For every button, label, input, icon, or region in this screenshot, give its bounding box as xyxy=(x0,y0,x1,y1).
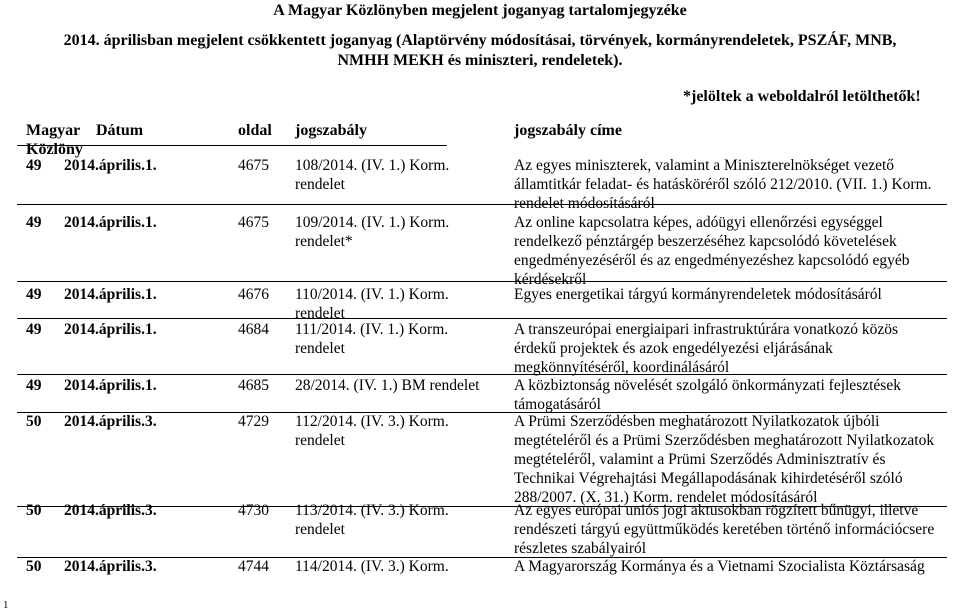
header-page: oldal xyxy=(238,122,272,139)
row-page: 4676 xyxy=(238,286,269,303)
row-mk: 49 xyxy=(26,377,42,394)
row-law: 109/2014. (IV. 1.) Korm. rendelet* xyxy=(295,214,450,250)
row-law-title: A Prümi Szerződésben meghatározott Nyilatkozatok újbóli megtételéről és a Prümi Szerződésben meghatározott Nyilatkozatok megtételéről, valamint a Prümi Szerződés Adminisztratív és Technikai Végrehajtási Megállapodásának kihirdetéséről szóló 288/2007. (X. 31.) Korm. rendelet módosításáról xyxy=(514,413,935,506)
row-law: 113/2014. (IV. 3.) Korm. rendelet xyxy=(295,502,449,538)
row-date: 2014.április.1. xyxy=(64,321,157,338)
row-page: 4730 xyxy=(238,502,269,519)
row-mk: 49 xyxy=(26,286,42,303)
row-date: 2014.április.3. xyxy=(64,558,157,575)
row-law: 28/2014. (IV. 1.) BM rendelet xyxy=(295,377,480,394)
download-note: *jelöltek a weboldalról letölthetők! xyxy=(683,88,921,105)
row-law: 111/2014. (IV. 1.) Korm. rendelet xyxy=(295,321,449,357)
row-date: 2014.április.1. xyxy=(64,157,157,174)
row-date: 2014.április.1. xyxy=(64,286,157,303)
row-law: 110/2014. (IV. 1.) Korm. rendelet xyxy=(295,286,449,322)
row-date: 2014.április.3. xyxy=(64,413,157,430)
row-divider xyxy=(17,318,947,319)
row-page: 4675 xyxy=(238,157,269,174)
row-date: 2014.április.1. xyxy=(64,214,157,231)
row-law-title: A Magyarország Kormánya és a Vietnami Szocialista Köztársaság xyxy=(514,558,925,575)
row-law: 114/2014. (IV. 3.) Korm. xyxy=(295,558,449,575)
row-date: 2014.április.1. xyxy=(64,377,157,394)
header-mk-line1: Magyar xyxy=(26,122,81,139)
row-divider xyxy=(17,374,947,375)
header-law-title: jogszabály címe xyxy=(514,122,622,139)
header-date: Dátum xyxy=(96,122,144,139)
row-mk: 49 xyxy=(26,321,42,338)
row-mk: 49 xyxy=(26,214,42,231)
row-mk: 49 xyxy=(26,157,42,174)
row-mk: 50 xyxy=(26,413,42,430)
row-law-title: A transzeurópai energiaipari infrastruktúrára vonatkozó közös érdekű projektek és azok engedélyezési eljárásának megkönnyítéséről, koordinálásáról xyxy=(514,321,899,376)
page-number: 1 xyxy=(3,599,9,611)
header-law: jogszabály xyxy=(295,122,367,139)
row-page: 4675 xyxy=(238,214,269,231)
header-mk-line2: Közlöny xyxy=(26,141,83,158)
header-divider xyxy=(17,145,447,146)
row-date: 2014.április.3. xyxy=(64,502,157,519)
row-law-title: Az egyes miniszterek, valamint a Miniszterelnökséget vezető államtitkár feladat- és hatásköréről szóló 212/2010. (VII. 1.) Korm. rendelet módosításáról xyxy=(514,157,932,212)
row-page: 4729 xyxy=(238,413,269,430)
row-law-title: A közbiztonság növelését szolgáló önkormányzati fejlesztések támogatásáról xyxy=(514,377,901,413)
document-subtitle: 2014. áprilisban megjelent csökkentett joganyag (Alaptörvény módosításai, törvények, kormányrendeletek, PSZÁF, MNB, NMHH MEKH és miniszteri, rendeletek). xyxy=(63,32,897,69)
row-page: 4744 xyxy=(238,558,269,575)
row-law-title: Az online kapcsolatra képes, adóügyi ellenőrzési egységgel rendelkező pénztárgép beszerzéséhez kapcsolódó követelések engedményezéséről és az engedményezéshez kapcsolódó egyéb kérdésekről xyxy=(514,214,910,288)
document-title: A Magyar Közlönyben megjelent joganyag tartalomjegyzéke xyxy=(273,2,687,19)
row-law: 108/2014. (IV. 1.) Korm. rendelet xyxy=(295,157,450,193)
row-divider xyxy=(17,281,947,282)
row-mk: 50 xyxy=(26,502,42,519)
row-divider xyxy=(17,204,947,205)
row-page: 4684 xyxy=(238,321,269,338)
row-law: 112/2014. (IV. 3.) Korm. rendelet xyxy=(295,413,449,449)
row-page: 4685 xyxy=(238,377,269,394)
row-law-title: Az egyes európai uniós jogi aktusokban rögzített bűnügyi, illetve rendészeti tárgyú együttműködés keretében történő információcsere részletes szabályairól xyxy=(514,502,935,557)
row-mk: 50 xyxy=(26,558,42,575)
row-law-title: Egyes energetikai tárgyú kormányrendeletek módosításáról xyxy=(514,286,882,303)
